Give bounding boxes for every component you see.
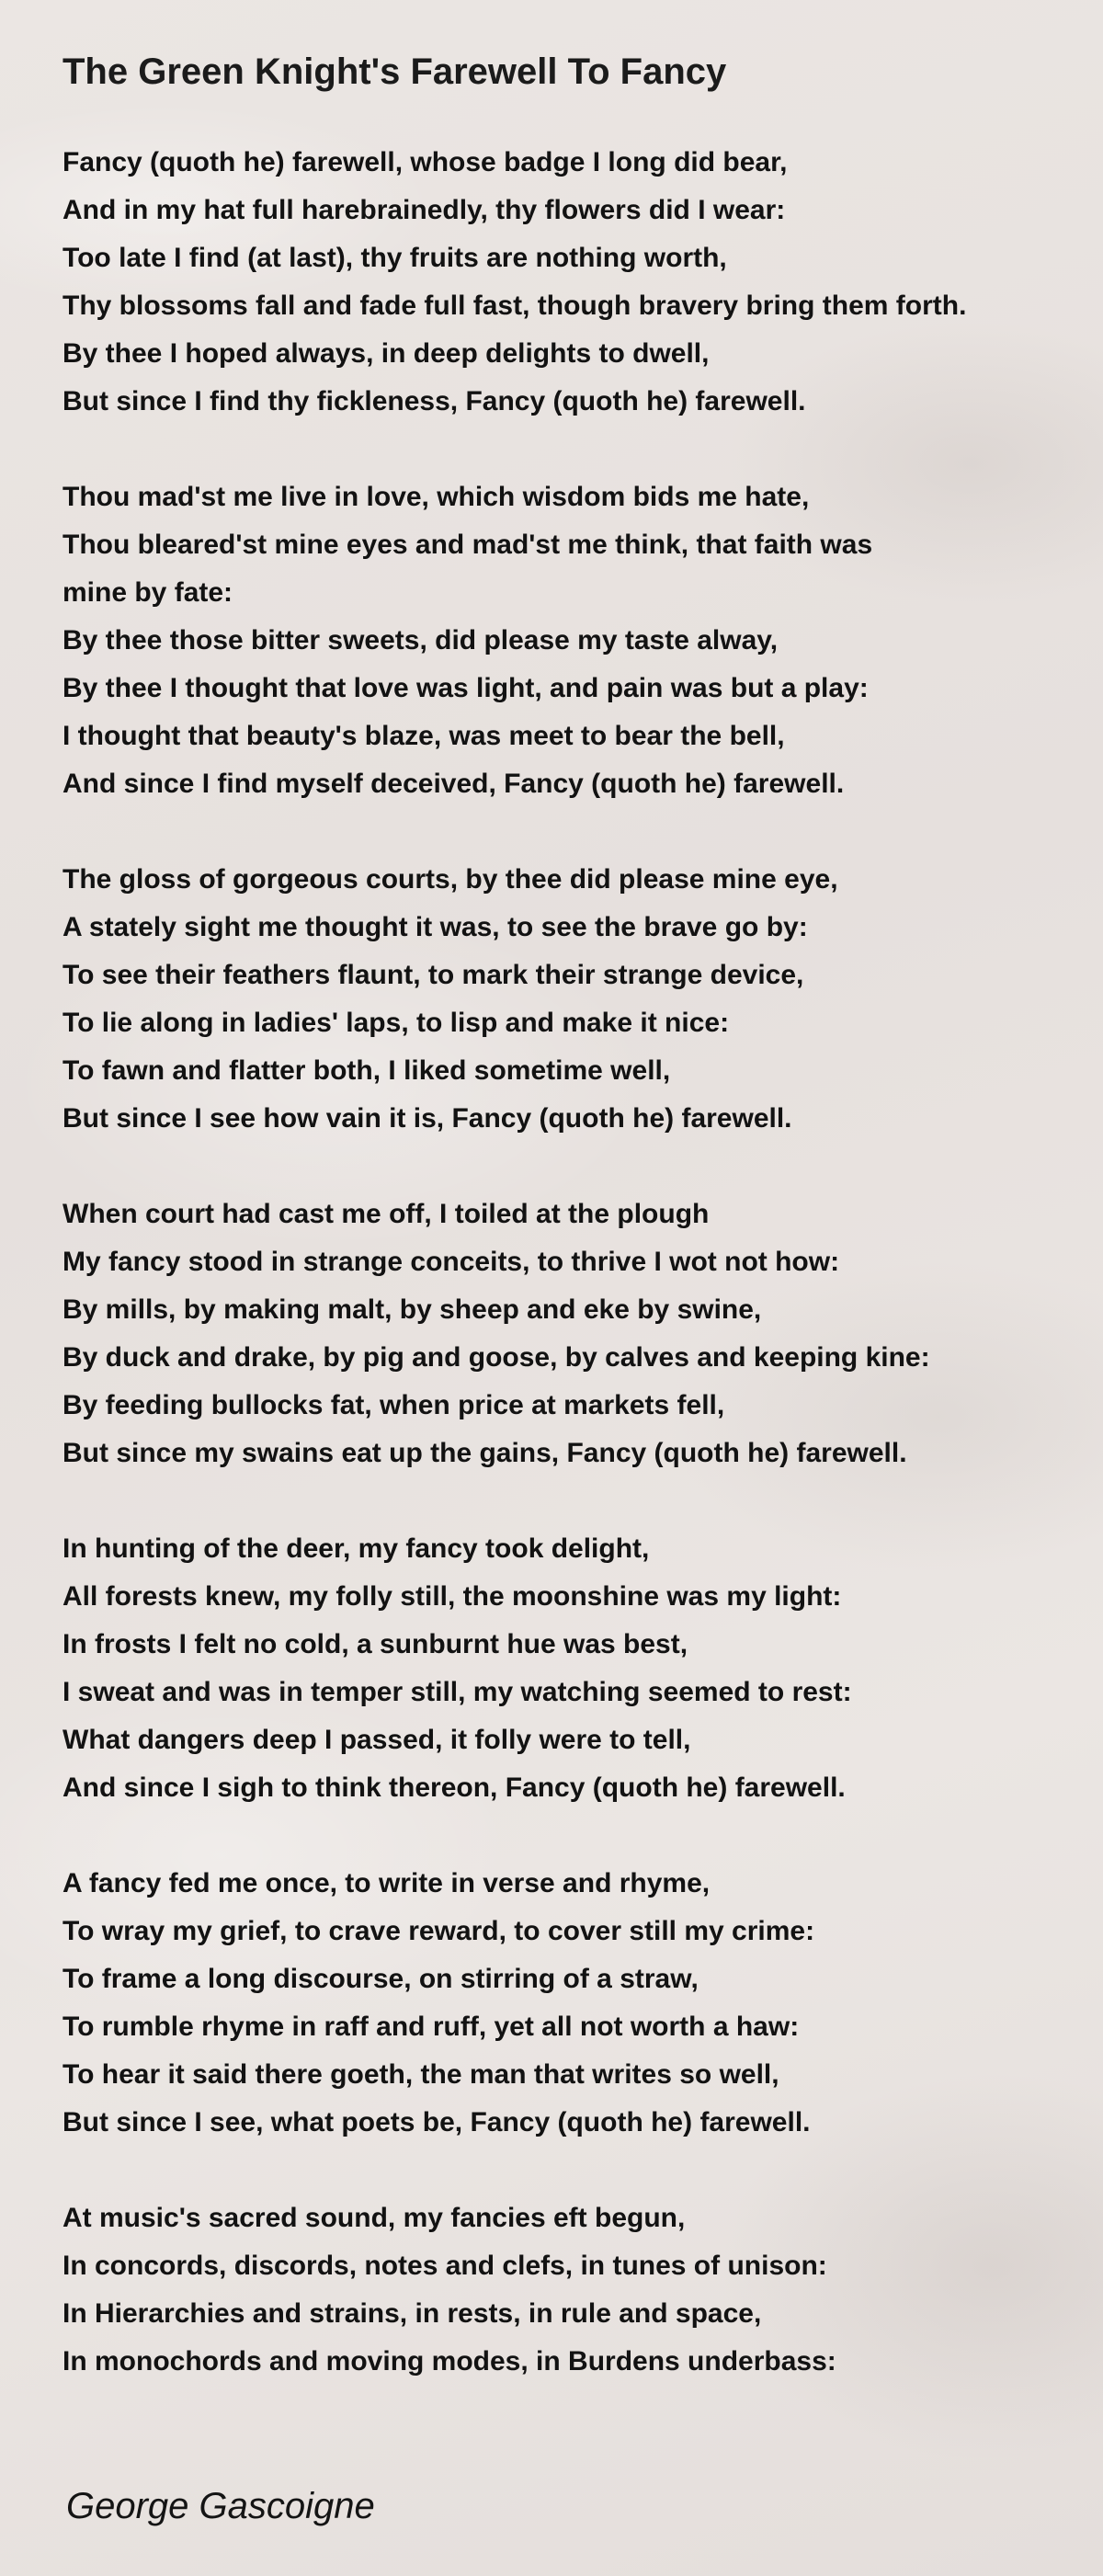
poem-line: But since I see, what poets be, Fancy (quoth he) farewell. — [63, 2107, 811, 2137]
stanza — [63, 856, 1074, 1143]
stanza — [63, 473, 1074, 808]
poem-line: By mills, by making malt, by sheep and eke by swine, — [63, 1294, 762, 1325]
poem-line: A fancy fed me once, to write in verse and rhyme, — [63, 1868, 711, 1898]
poem-line: A stately sight me thought it was, to see the brave go by: — [63, 912, 808, 942]
poem-title: The Green Knight's Farewell To Fancy — [63, 51, 727, 92]
poem-line: To hear it said there goeth, the man that writes so well, — [63, 2059, 779, 2090]
poem-line: Too late I find (at last), thy fruits are nothing worth, — [63, 243, 727, 273]
poem-line: Fancy (quoth he) farewell, whose badge I long did bear, — [63, 147, 788, 177]
poem-line: The gloss of gorgeous courts, by thee did please mine eye, — [63, 864, 838, 895]
poem-line: I sweat and was in temper still, my watching seemed to rest: — [63, 1677, 852, 1707]
poem-line: To lie along in ladies' laps, to lisp and make it nice: — [63, 1008, 730, 1038]
poem-line: Thou bleared'st mine eyes and mad'st me think, that faith was — [63, 530, 873, 560]
poem-line: By thee those bitter sweets, did please my taste alway, — [63, 625, 779, 655]
poem-line: By thee I thought that love was light, and pain was but a play: — [63, 673, 869, 703]
poem-line: By duck and drake, by pig and goose, by calves and keeping kine: — [63, 1342, 930, 1373]
poem-line: By thee I hoped always, in deep delights to dwell, — [63, 338, 710, 369]
poem-line: To fawn and flatter both, I liked sometime well, — [63, 1055, 671, 1086]
poem-line: Thou mad'st me live in love, which wisdom bids me hate, — [63, 482, 810, 512]
poem-line: In concords, discords, notes and clefs, in tunes of unison: — [63, 2251, 827, 2281]
poem-line: And since I sigh to think thereon, Fancy (quoth he) farewell. — [63, 1772, 846, 1803]
poem-line: mine by fate: — [63, 577, 233, 608]
stanza — [63, 2194, 1074, 2386]
stanza — [63, 139, 1074, 426]
poem-line: To wray my grief, to crave reward, to cover still my crime: — [63, 1916, 815, 1946]
poem-line: In hunting of the deer, my fancy took delight, — [63, 1533, 650, 1564]
poem-line: To see their feathers flaunt, to mark their strange device, — [63, 960, 804, 990]
poem-body — [63, 139, 1074, 2434]
poem-line: And in my hat full harebrainedly, thy flowers did I wear: — [63, 195, 786, 225]
poem-line: By feeding bullocks fat, when price at markets fell, — [63, 1390, 725, 1420]
poem-line: What dangers deep I passed, it folly were to tell, — [63, 1725, 691, 1755]
poem-line: My fancy stood in strange conceits, to thrive I wot not how: — [63, 1247, 840, 1277]
stanza — [63, 1525, 1074, 1812]
poem-line: At music's sacred sound, my fancies eft begun, — [63, 2203, 686, 2233]
poem-line: Thy blossoms fall and fade full fast, though bravery bring them forth. — [63, 291, 967, 321]
poem-line: But since I see how vain it is, Fancy (quoth he) farewell. — [63, 1103, 792, 1134]
poem-author: George Gascoigne — [66, 2486, 375, 2526]
poem-line: All forests knew, my folly still, the moonshine was my light: — [63, 1581, 842, 1612]
stanza — [63, 1860, 1074, 2147]
poem-line: And since I find myself deceived, Fancy (quoth he) farewell. — [63, 769, 845, 799]
poem-line: In Hierarchies and strains, in rests, in rule and space, — [63, 2298, 762, 2329]
poem-line: But since my swains eat up the gains, Fancy (quoth he) farewell. — [63, 1438, 907, 1468]
poem-line: In frosts I felt no cold, a sunburnt hue was best, — [63, 1629, 688, 1659]
poem-line: In monochords and moving modes, in Burdens underbass: — [63, 2346, 836, 2377]
poem-line: To rumble rhyme in raff and ruff, yet all not worth a haw: — [63, 2012, 800, 2042]
stanza — [63, 1191, 1074, 1477]
poem-line: When court had cast me off, I toiled at the plough — [63, 1199, 710, 1229]
poem-line: To frame a long discourse, on stirring of a straw, — [63, 1964, 699, 1994]
poem-line: But since I find thy fickleness, Fancy (quoth he) farewell. — [63, 386, 806, 416]
poem-line: I thought that beauty's blaze, was meet to bear the bell, — [63, 721, 785, 751]
